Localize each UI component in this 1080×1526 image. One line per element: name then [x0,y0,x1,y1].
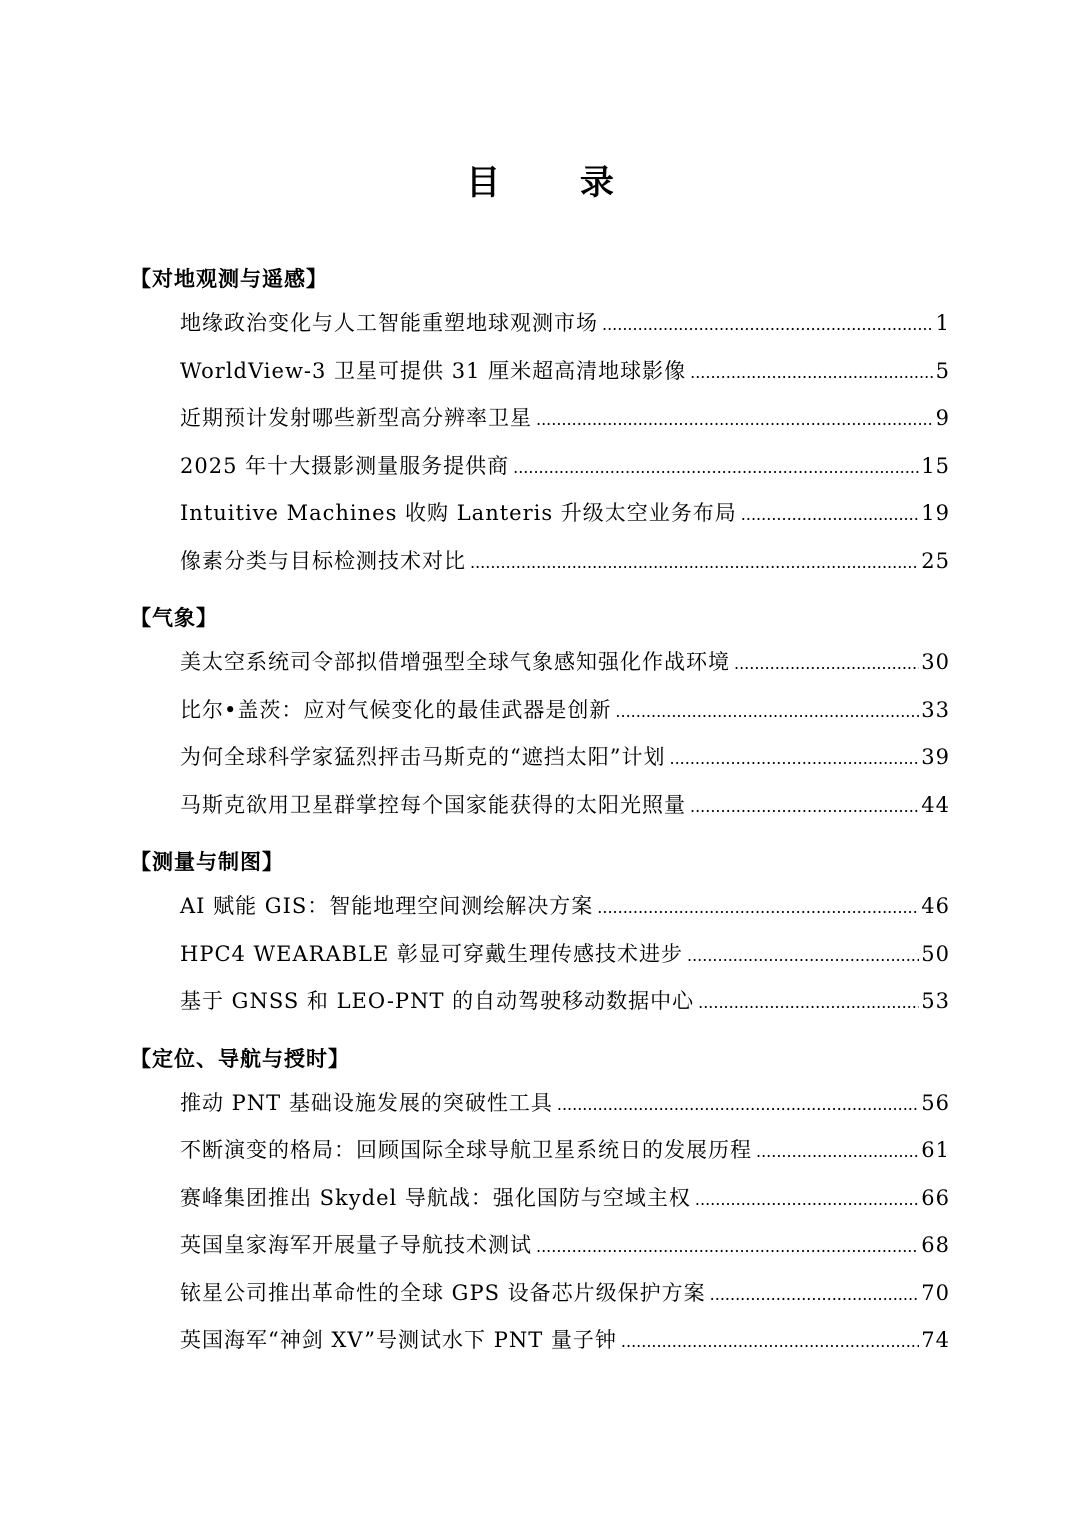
toc-section-pnt [130,1042,950,1373]
entry-title: 美太空系统司令部拟借增强型全球气象感知强化作战环境 [180,650,730,674]
table-of-contents [130,262,950,1381]
toc-entry[interactable] [180,546,950,594]
page-number: 66 [921,1185,950,1210]
toc-entry[interactable] [180,647,950,695]
dot-leader [690,358,934,388]
dot-leader [741,500,919,530]
dot-leader [602,310,934,340]
entry-title: 马斯克欲用卫星群掌控每个国家能获得的太阳光照量 [180,792,686,817]
section-heading: 【对地观测与遥感】 [130,267,328,291]
toc-entry[interactable] [180,498,950,546]
dot-leader [687,941,919,971]
toc-entry[interactable] [180,986,950,1034]
dot-leader [615,697,919,727]
toc-entry[interactable] [180,1088,950,1136]
dot-leader [557,1090,919,1120]
page-number: 70 [921,1280,950,1305]
dot-leader [513,453,919,483]
page-number: 1 [935,311,950,335]
section-heading: 【气象】 [130,606,218,630]
page-number: 68 [921,1233,950,1257]
page-number: 30 [921,650,950,674]
toc-entry[interactable] [180,308,950,356]
dot-leader [690,792,919,822]
entry-title: 近期预计发射哪些新型高分辨率卫星 [180,406,532,430]
dot-leader [536,405,934,435]
toc-entry[interactable] [180,1230,950,1278]
toc-section-meteorology [130,601,950,837]
toc-entry[interactable] [180,939,950,987]
dot-leader [470,548,919,578]
toc-entry[interactable] [180,790,950,838]
page-number: 46 [921,894,950,918]
page-number: 15 [921,453,950,478]
dot-leader [669,744,919,774]
entry-title: 像素分类与目标检测技术对比 [180,548,466,573]
toc-entry[interactable] [180,403,950,451]
page-number: 33 [921,697,950,722]
page-number: 50 [921,941,950,966]
entry-title: 铱星公司推出革命性的全球 GPS 设备芯片级保护方案 [180,1280,706,1305]
toc-entry[interactable] [180,695,950,743]
entry-title: 赛峰集团推出 Skydel 导航战：强化国防与空域主权 [180,1185,691,1210]
dot-leader [734,649,919,679]
dot-leader [621,1327,919,1357]
dot-leader [756,1137,919,1167]
entry-title: 2025 年十大摄影测量服务提供商 [180,453,510,478]
page-number: 61 [921,1138,950,1162]
dot-leader [536,1232,919,1262]
page-number: 19 [921,501,950,525]
page-number: 56 [921,1090,950,1115]
entry-title: 英国皇家海军开展量子导航技术测试 [180,1233,532,1257]
toc-entry[interactable] [180,1183,950,1231]
page-number: 44 [921,792,950,817]
entry-title: 比尔•盖茨：应对气候变化的最佳武器是创新 [180,697,612,722]
toc-section-earth-observation [130,262,950,593]
page-number: 25 [921,548,950,573]
page-number: 74 [921,1328,950,1352]
page-number: 5 [935,358,950,383]
toc-entry[interactable] [180,1278,950,1326]
toc-entry[interactable] [180,1325,950,1373]
entry-title: WorldView-3 卫星可提供 31 厘米超高清地球影像 [180,358,687,383]
page-title: 目 录 [466,163,648,203]
entry-title: 基于 GNSS 和 LEO-PNT 的自动驾驶移动数据中心 [180,989,695,1013]
entry-title: HPC4 WEARABLE 彰显可穿戴生理传感技术进步 [180,941,683,966]
entry-title: 推动 PNT 基础设施发展的突破性工具 [180,1090,553,1115]
page-number: 39 [921,745,950,769]
toc-entry[interactable] [180,356,950,404]
page-number: 9 [935,406,950,430]
page-number: 53 [921,989,950,1013]
toc-entry[interactable] [180,451,950,499]
dot-leader [698,988,919,1018]
entry-title: Intuitive Machines 收购 Lanteris 升级太空业务布局 [180,501,737,525]
toc-section-surveying-mapping [130,845,950,1034]
dot-leader [695,1185,919,1215]
toc-entry[interactable] [180,1135,950,1183]
toc-entry[interactable] [180,891,950,939]
section-heading: 【定位、导航与授时】 [130,1046,350,1071]
section-heading: 【测量与制图】 [130,850,284,874]
entry-title: 英国海军“神剑 XV”号测试水下 PNT 量子钟 [180,1328,617,1352]
entry-title: 不断演变的格局：回顾国际全球导航卫星系统日的发展历程 [180,1138,752,1162]
entry-title: 地缘政治变化与人工智能重塑地球观测市场 [180,311,598,335]
entry-title: AI 赋能 GIS：智能地理空间测绘解决方案 [180,894,594,918]
dot-leader [597,893,919,923]
toc-entry[interactable] [180,742,950,790]
dot-leader [710,1280,920,1310]
entry-title: 为何全球科学家猛烈抨击马斯克的“遮挡太阳”计划 [180,745,666,769]
